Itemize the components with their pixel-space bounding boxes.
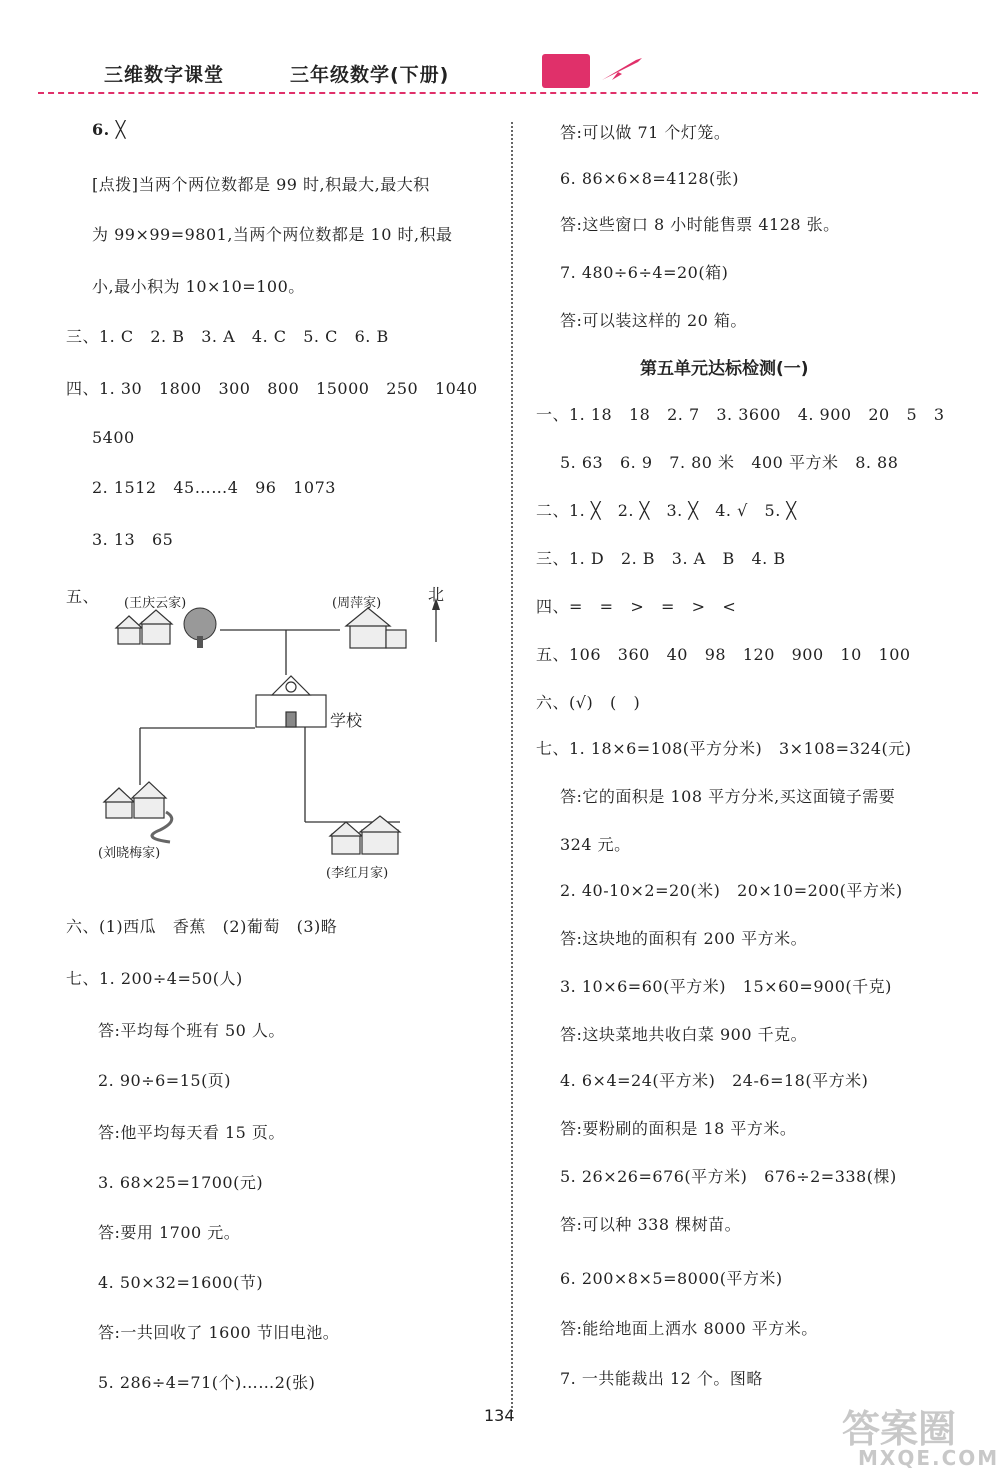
book-title: 三年级数学(下册) xyxy=(290,64,450,86)
answer-line: 7. 480÷6÷4=20(箱) xyxy=(560,263,729,282)
map-diagram xyxy=(100,580,460,885)
answer-line: 三、1. C 2. B 3. A 4. C 5. C 6. B xyxy=(66,327,389,346)
answer-line: 答:一共回收了 1600 节旧电池。 xyxy=(98,1323,340,1342)
answer-line: 7. 一共能裁出 12 个。图略 xyxy=(560,1369,763,1388)
answer-line: 4. 6×4=24(平方米) 24-6=18(平方米) xyxy=(560,1071,869,1090)
answer-line: 3. 68×25=1700(元) xyxy=(98,1173,264,1192)
book-logo-icon xyxy=(542,54,590,88)
tree-icon xyxy=(184,608,216,648)
school-building-icon xyxy=(256,676,326,727)
answer-line: 五、 xyxy=(66,587,100,606)
map-label-home: (王庆云家) xyxy=(124,596,187,611)
house-icon xyxy=(116,610,172,644)
answer-line: 2. 40-10×2=20(米) 20×10=200(平方米) xyxy=(560,881,903,900)
answer-line: 四、1. 30 1800 300 800 15000 250 1040 xyxy=(66,379,478,398)
answer-line: 答:平均每个班有 50 人。 xyxy=(98,1021,285,1040)
map-label-home: (刘晓梅家) xyxy=(98,846,161,861)
watermark-logo: 答案圈 xyxy=(842,1407,957,1451)
answer-line: 6. 86×6×8=4128(张) xyxy=(560,169,739,188)
answer-line: 2. 90÷6=15(页) xyxy=(98,1071,232,1090)
section-title: 第五单元达标检测(一) xyxy=(640,359,809,379)
answer-line: 5400 xyxy=(92,428,135,447)
answer-line: 一、1. 18 18 2. 7 3. 3600 4. 900 20 5 3 xyxy=(536,405,945,424)
answer-line: 3. 13 65 xyxy=(92,530,174,549)
answer-line: 答:他平均每天看 15 页。 xyxy=(98,1123,285,1142)
answer-line: 六、(√) ( ) xyxy=(536,693,641,712)
answer-line: 三、1. D 2. B 3. A B 4. B xyxy=(536,549,786,568)
answer-line: 七、1. 18×6=108(平方分米) 3×108=324(元) xyxy=(536,739,912,758)
answer-line: 4. 50×32=1600(节) xyxy=(98,1273,264,1292)
column-divider xyxy=(511,122,513,1412)
answer-line: 5. 26×26=676(平方米) 676÷2=338(棵) xyxy=(560,1167,897,1186)
answer-line: 答:要粉刷的面积是 18 平方米。 xyxy=(560,1119,797,1138)
answer-line: 为 99×99=9801,当两个两位数都是 10 时,积最 xyxy=(92,225,453,244)
answer-line: 答:可以做 71 个灯笼。 xyxy=(560,123,731,142)
answer-line: 答:能给地面上洒水 8000 平方米。 xyxy=(560,1319,818,1338)
map-label-home: (周萍家) xyxy=(332,596,382,611)
answer-line: 六、(1)西瓜 香蕉 (2)葡萄 (3)略 xyxy=(66,917,338,936)
answer-line: 6. 200×8×5=8000(平方米) xyxy=(560,1269,783,1288)
answer-line: 答:可以种 338 棵树苗。 xyxy=(560,1215,742,1234)
answer-line: 五、106 360 40 98 120 900 10 100 xyxy=(536,645,911,664)
answer-line: 答:它的面积是 108 平方分米,买这面镜子需要 xyxy=(560,787,896,806)
answer-line: 答:要用 1700 元。 xyxy=(98,1223,241,1242)
answer-line: 2. 1512 45……4 96 1073 xyxy=(92,478,336,497)
answer-line: 324 元。 xyxy=(560,835,631,854)
answer-line: 6. ╳ xyxy=(92,120,126,139)
answer-line: 答:这块地的面积有 200 平方米。 xyxy=(560,929,808,948)
answer-line: 3. 10×6=60(平方米) 15×60=900(千克) xyxy=(560,977,892,996)
header-divider xyxy=(38,92,978,94)
answer-line: 答:可以装这样的 20 箱。 xyxy=(560,311,747,330)
answer-line: 答:这些窗口 8 小时能售票 4128 张。 xyxy=(560,215,840,234)
answer-line: 二、1. ╳ 2. ╳ 3. ╳ 4. √ 5. ╳ xyxy=(536,501,797,520)
house-icon xyxy=(346,608,406,648)
watermark-url: MXQE.COM xyxy=(858,1446,1000,1470)
page-number: 134 xyxy=(484,1406,515,1425)
answer-line: 四、= = > = > < xyxy=(536,597,737,616)
answer-line: 答:这块菜地共收白菜 900 千克。 xyxy=(560,1025,808,1044)
rocket-icon xyxy=(598,54,646,84)
map-label-home: (李红月家) xyxy=(326,866,389,881)
map-label-north: 北 xyxy=(428,585,445,604)
answer-line: 5. 63 6. 9 7. 80 米 400 平方米 8. 88 xyxy=(560,453,899,472)
map-label-school: 学校 xyxy=(330,711,363,730)
answer-line: 5. 286÷4=71(个)……2(张) xyxy=(98,1373,316,1392)
answer-line: [点拨]当两个两位数都是 99 时,积最大,最大积 xyxy=(92,175,430,194)
answer-line: 小,最小积为 10×10=100。 xyxy=(92,277,305,296)
house-icon xyxy=(104,782,166,818)
brand-title: 三维数字课堂 xyxy=(104,64,225,86)
answer-line: 七、1. 200÷4=50(人) xyxy=(66,969,243,988)
